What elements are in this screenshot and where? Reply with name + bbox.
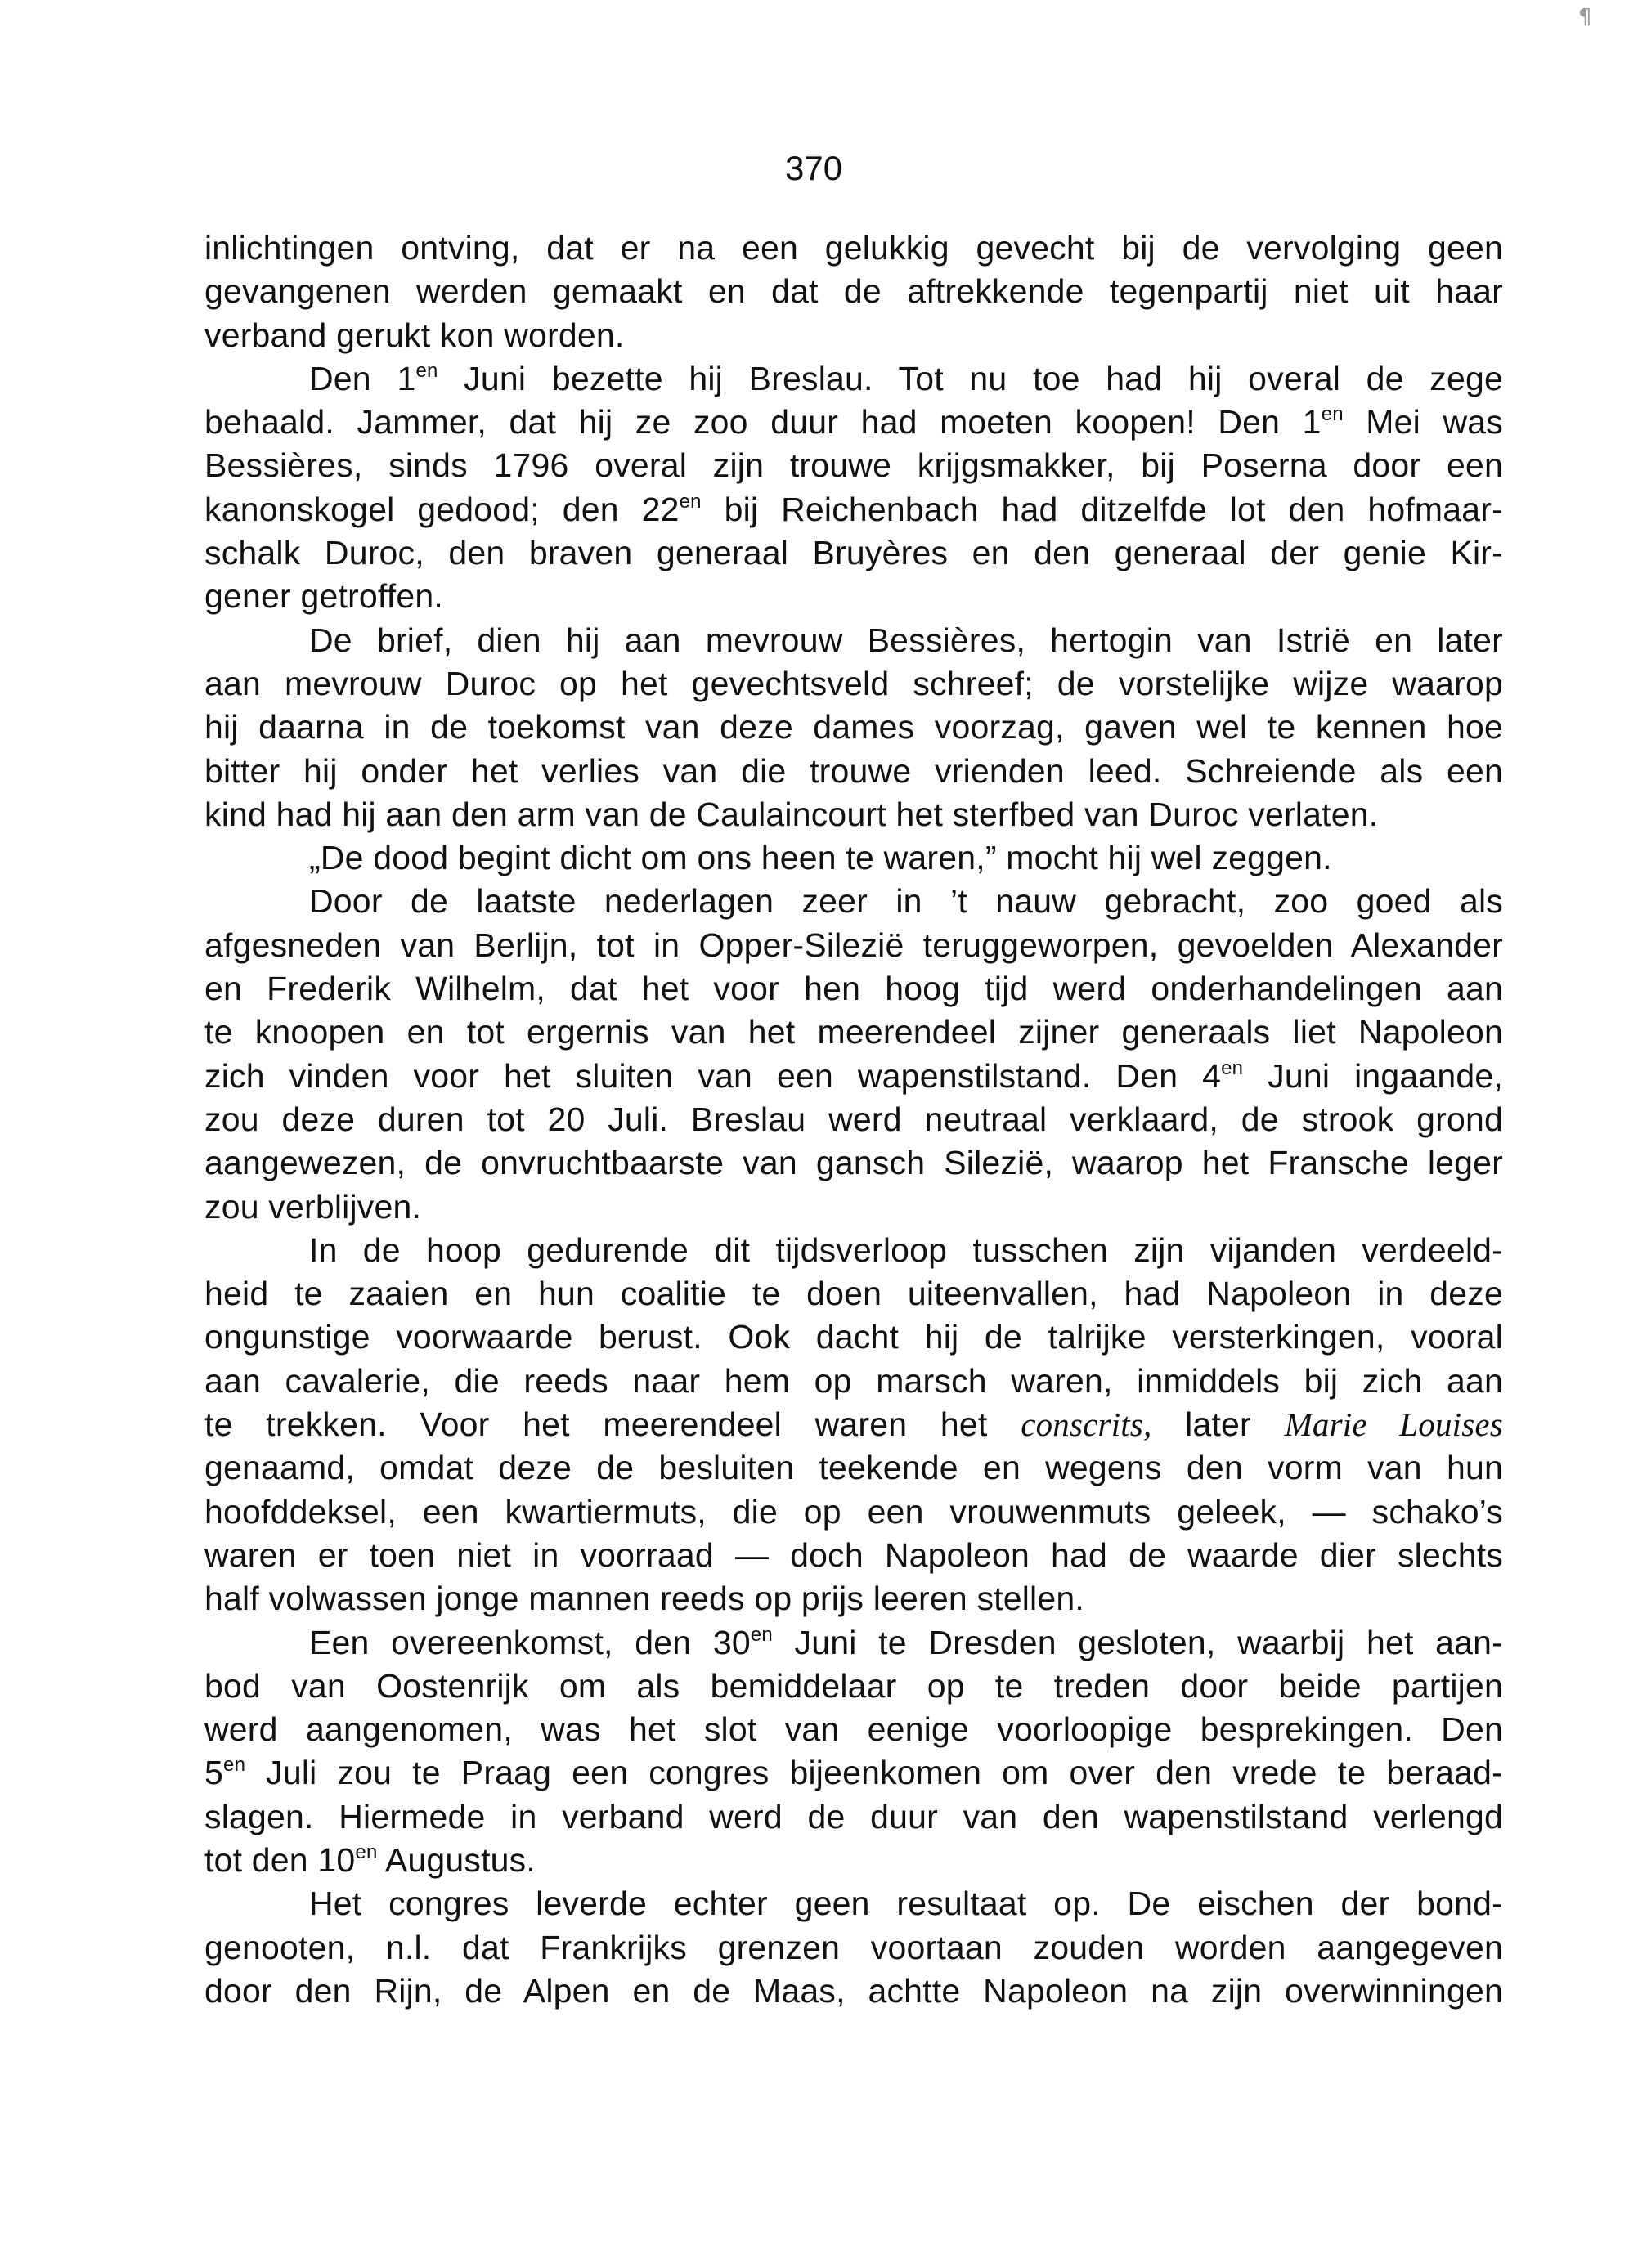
text-line: behaald. Jammer, dat hij ze zoo duur had moeten koopen! Den $1^{en}$ Mei was [204, 403, 1503, 441]
text-line: tot den $10^{en}$ Augustus. [204, 1840, 536, 1879]
text-line: bitter hij onder het verlies van die trouwe vrienden leed. Schreiende als een [204, 751, 1503, 790]
text-line: aan mevrouw Duroc op het gevechtsveld schreef; de vorstelijke wijze waarop [204, 664, 1503, 702]
paragraph-5 [204, 880, 1503, 1228]
paragraph-3 [204, 619, 1503, 836]
text-line: $5^{en}$ Juli zou te Praag een congres bijeenkomen om over den vrede te beraad- [204, 1754, 1503, 1792]
text-line: slagen. Hiermede in verband werd de duur van den wapenstilstand verlengd [204, 1797, 1503, 1835]
text-line: hoofddeksel, een kwartiermuts, die op een vrouwenmuts geleek, — schako’s [204, 1492, 1503, 1531]
corner-mark: ¶ [1578, 5, 1592, 29]
text-line: Den $1^{en}$ Juni bezette hij Breslau. Tot nu toe had hij overal de zege [309, 359, 1503, 397]
text-line: te trekken. Voor het meerendeel waren het conscrits, later Marie Louises [204, 1405, 1503, 1444]
text-line: heid te zaaien en hun coalitie te doen uiteenvallen, had Napoleon in deze [204, 1275, 1503, 1313]
text-line: zou deze duren tot 20 Juli. Breslau werd neutraal verklaard, de strook grond [204, 1100, 1503, 1138]
text-line: werd aangenomen, was het slot van eenige voorloopige besprekingen. Den [204, 1710, 1503, 1749]
paragraph-2 [204, 357, 1503, 619]
text-line: gevangenen werden gemaakt en dat de aftrekkende tegenpartij niet uit haar [204, 272, 1503, 311]
text-line: bod van Oostenrijk om als bemiddelaar op te treden door beide partijen [204, 1666, 1503, 1705]
text-line: door den Rijn, de Alpen en de Maas, achtte Napoleon na zijn overwinningen [204, 1971, 1503, 2010]
page-number: 370 [785, 149, 843, 187]
text-line: afgesneden van Berlijn, tot in Opper-Silezië teruggeworpen, gevoelden Alexander [204, 926, 1503, 964]
text-line: aan cavalerie, die reeds naar hem op marsch waren, inmiddels bij zich aan [204, 1361, 1503, 1400]
text-line: Een overeenkomst, den $30^{en}$ Juni te Dresden gesloten, waarbij het aan- [309, 1623, 1504, 1661]
text-line: De brief, dien hij aan mevrouw Bessières, hertogin van Istrië en later [309, 621, 1503, 659]
paragraph-4 [204, 836, 1503, 880]
text-line: inlichtingen ontving, dat er na een gelukkig gevecht bij de vervolging geen [204, 229, 1503, 267]
text-line: en Frederik Wilhelm, dat het voor hen hoog tijd werd onderhandelingen aan [204, 970, 1503, 1008]
text-line: kanonskogel gedood; den $22^{en}$ bij Reichenbach had ditzelfde lot den hofmaar- [204, 490, 1503, 528]
text-line: schalk Duroc, den braven generaal Bruyères en den generaal der genie Kir- [204, 534, 1503, 572]
text-line: hij daarna in de toekomst van deze dames voorzag, gaven wel te kennen hoe [204, 708, 1503, 746]
paragraph-7 [204, 1621, 1503, 1883]
text-line: half volwassen jonge mannen reeds op prijs leeren stellen. [204, 1580, 1084, 1618]
text-line: In de hoop gedurende dit tijdsverloop tusschen zijn vijanden verdeeld- [309, 1230, 1503, 1269]
text-line: Het congres leverde echter geen resultaat op. De eischen der bond- [309, 1885, 1503, 1923]
text-line: zich vinden voor het sluiten van een wapenstilstand. Den $4^{en}$ Juni ingaande, [204, 1056, 1503, 1095]
text-line: waren er toen niet in voorraad — doch Napoleon had de waarde dier slechts [204, 1535, 1503, 1574]
text-line: Bessières, sinds 1796 overal zijn trouwe krijgsmakker, bij Poserna door een [204, 446, 1503, 485]
text-line: Door de laatste nederlagen zeer in ’t nauw gebracht, zoo goed als [309, 882, 1503, 921]
text-line: gener getroffen. [204, 577, 443, 616]
text-line: te knoopen en tot ergernis van het meerendeel zijner generaals liet Napoleon [204, 1013, 1503, 1051]
text-line: aangewezen, de onvruchtbaarste van gansch Silezië, waarop het Fransche leger [204, 1144, 1503, 1182]
body-text [204, 226, 1503, 2013]
text-line: genaamd, omdat deze de besluiten teekende en wegens den vorm van hun [204, 1449, 1503, 1487]
text-line: genooten, n.l. dat Frankrijks grenzen voortaan zouden worden aangegeven [204, 1928, 1503, 1966]
text-line: ongunstige voorwaarde berust. Ook dacht hij de talrijke versterkingen, vooral [204, 1318, 1503, 1356]
text-line: „De dood begint dicht om ons heen te waren,” mocht hij wel zeggen. [309, 839, 1332, 877]
paragraph-8 [204, 1882, 1503, 2013]
paragraph-6 [204, 1229, 1503, 1621]
text-line: verband gerukt kon worden. [204, 316, 625, 354]
paragraph-1 [204, 226, 1503, 357]
text-line: kind had hij aan den arm van de Caulaincourt het sterfbed van Duroc verlaten. [204, 795, 1379, 833]
text-line: zou verblijven. [204, 1187, 422, 1226]
